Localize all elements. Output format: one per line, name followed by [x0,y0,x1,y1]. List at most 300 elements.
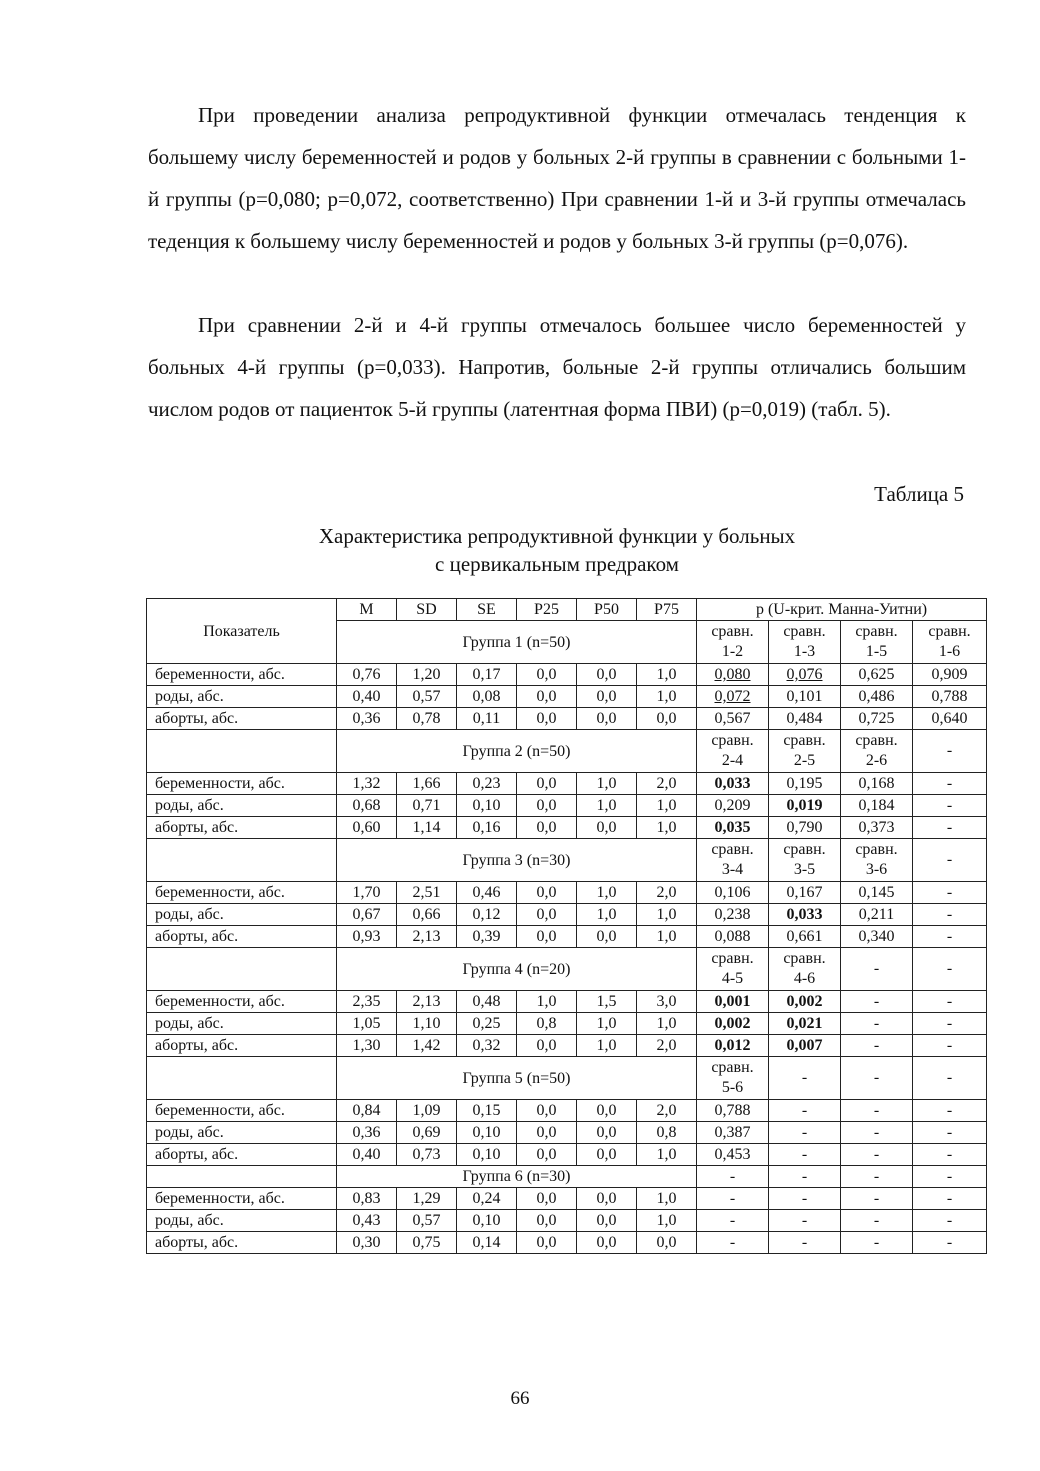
stat-cell: 0,24 [457,1188,517,1210]
table-row [147,708,987,730]
header-sd: SD [397,599,457,621]
stat-cell: 0,10 [457,795,517,817]
header-p75: P75 [637,599,697,621]
p-value: 0,211 [858,906,895,923]
stat-cell: 0,15 [457,1100,517,1122]
p-value-cell [913,991,987,1013]
group-name: Группа 4 (n=20) [337,948,697,991]
stat-cell: 2,35 [337,991,397,1013]
p-value: - [873,1190,880,1207]
p-value-cell [841,1210,913,1232]
stat-cell: 0,17 [457,664,517,686]
stat-cell: 0,0 [517,708,577,730]
row-label: аборты, абс. [147,926,337,948]
stat-cell: 0,0 [517,1035,577,1057]
p-value: 0,195 [786,775,823,792]
p-value-cell [913,664,987,686]
p-value-cell [697,1232,769,1254]
p-value-cell [769,1035,841,1057]
p-value-cell [841,817,913,839]
p-value: - [873,1037,880,1054]
comparison-label [697,1057,769,1100]
group-empty-cell [147,839,337,882]
p-value-cell [913,1013,987,1035]
stat-cell: 0,0 [577,817,637,839]
comparison-label-line: - [873,960,880,977]
stat-cell: 1,66 [397,773,457,795]
comparison-label-line: сравн. [783,732,826,749]
comparison-label [769,1166,841,1188]
stat-cell: 0,78 [397,708,457,730]
p-value-cell [697,904,769,926]
comparison-label [913,730,987,773]
row-label: аборты, абс. [147,1144,337,1166]
p-value-cell [697,926,769,948]
p-value: 0,486 [858,688,895,705]
p-value-cell [697,795,769,817]
p-value: 0,021 [786,1015,823,1032]
comparison-label-line: - [946,960,953,977]
stat-cell: 0,71 [397,795,457,817]
p-value-cell [913,1210,987,1232]
comparison-label [697,621,769,664]
p-value: - [801,1234,808,1251]
stat-cell: 0,93 [337,926,397,948]
p-value-cell [769,664,841,686]
p-value: 0,002 [714,1015,751,1032]
stat-cell: 0,0 [637,1232,697,1254]
stat-cell: 1,05 [337,1013,397,1035]
p-value-cell [841,1013,913,1035]
stat-cell: 0,32 [457,1035,517,1057]
group-name: Группа 3 (n=30) [337,839,697,882]
stat-cell: 0,23 [457,773,517,795]
comparison-label-line: 3-4 [721,861,744,878]
p-value: 0,088 [714,928,751,945]
p-value-cell [913,1144,987,1166]
stat-cell: 1,5 [577,991,637,1013]
p-value-cell [913,1122,987,1144]
p-value: - [946,928,953,945]
p-value: 0,725 [858,710,895,727]
stat-cell: 0,57 [397,1210,457,1232]
header-m: M [337,599,397,621]
comparison-label [769,730,841,773]
stat-cell: 0,10 [457,1144,517,1166]
row-label: роды, абс. [147,904,337,926]
row-label: беременности, абс. [147,991,337,1013]
group-header-row [147,839,987,882]
p-value: 0,033 [714,775,751,792]
stat-cell: 0,30 [337,1232,397,1254]
p-value-cell [841,773,913,795]
table-row [147,795,987,817]
comparison-label-line: 1-3 [793,643,816,660]
group-header-row [147,1166,987,1188]
p-value: 0,145 [858,884,895,901]
row-label: аборты, абс. [147,817,337,839]
comparison-label-line: - [873,1167,880,1185]
paragraph-1: При проведении анализа репродуктивной функции отмечалась тенденция к большему числу беременностей и родов у больных 2-й группы в сравнении с больными 1-й группы (p=0,080; p=0,072, соответственно) При сравнении 1-й и 3-й группы отмечалась теденция к большему числу беременностей и родов у больных 3-й группы (p=0,076). [148,103,966,253]
reproductive-function-table [146,598,987,1254]
stat-cell: 0,12 [457,904,517,926]
p-value: 0,340 [858,928,895,945]
p-value: - [873,993,880,1010]
stat-cell: 1,0 [577,1035,637,1057]
p-value: - [946,819,953,836]
comparison-label-line: сравн. [711,841,754,858]
table-label: Таблица 5 [874,482,964,506]
comparison-label-line: - [729,1167,736,1185]
comparison-label-line: 3-6 [865,861,888,878]
p-value: 0,007 [786,1037,823,1054]
row-label: роды, абс. [147,795,337,817]
comparison-label-line: - [873,1069,880,1086]
comparison-label [697,1166,769,1188]
stat-cell: 0,69 [397,1122,457,1144]
p-value: 0,788 [931,688,968,705]
stat-cell: 0,0 [577,708,637,730]
stat-cell: 1,0 [637,664,697,686]
stat-cell: 0,8 [637,1122,697,1144]
comparison-label-line: сравн. [928,623,971,640]
p-value: 0,072 [714,688,751,705]
table-title-line-2: с цервикальным предраком [435,552,679,576]
stat-cell: 0,0 [577,926,637,948]
p-value-cell [697,1035,769,1057]
p-value-cell [841,686,913,708]
table-row [147,664,987,686]
p-value-cell [769,1188,841,1210]
stat-cell: 0,57 [397,686,457,708]
stat-cell: 0,73 [397,1144,457,1166]
stat-cell: 2,0 [637,882,697,904]
stat-cell: 0,68 [337,795,397,817]
p-value: 0,238 [714,906,751,923]
stat-cell: 1,0 [637,686,697,708]
p-value-cell [769,1232,841,1254]
stat-cell: 1,0 [637,817,697,839]
p-value-cell [913,904,987,926]
stat-cell: 1,0 [637,1144,697,1166]
comparison-label-line: - [946,1069,953,1086]
stat-cell: 0,0 [577,664,637,686]
p-value: - [873,1234,880,1251]
p-value-cell [769,795,841,817]
stat-cell: 0,40 [337,1144,397,1166]
stat-cell: 0,40 [337,686,397,708]
stat-cell: 0,36 [337,1122,397,1144]
comparison-label-line: сравн. [711,623,754,640]
stat-cell: 1,0 [637,926,697,948]
stat-cell: 0,0 [517,926,577,948]
p-value-cell [697,1013,769,1035]
p-value-cell [697,773,769,795]
stat-cell: 1,0 [637,904,697,926]
p-value: 0,167 [786,884,823,901]
stat-cell: 0,0 [517,1122,577,1144]
p-value-cell [841,926,913,948]
stat-cell: 1,0 [577,904,637,926]
stat-cell: 0,0 [577,1210,637,1232]
comparison-label-line: сравн. [711,732,754,749]
header-p50: P50 [577,599,637,621]
stat-cell: 0,8 [517,1013,577,1035]
comparison-label-line: 2-6 [865,752,888,769]
p-value: 0,184 [858,797,895,814]
p-value-cell [841,664,913,686]
p-value: - [946,1190,953,1207]
comparison-label [841,839,913,882]
stat-cell: 0,36 [337,708,397,730]
p-value-cell [841,882,913,904]
p-value-cell [697,882,769,904]
p-value-cell [769,1013,841,1035]
p-value: 0,080 [714,666,751,683]
p-value-cell [913,882,987,904]
comparison-label [697,839,769,882]
p-value-cell [769,1100,841,1122]
stat-cell: 0,0 [517,1144,577,1166]
table-title [148,522,966,578]
table-row [147,773,987,795]
page-number: 66 [510,1388,530,1409]
stat-cell: 0,10 [457,1210,517,1232]
stat-cell: 0,0 [577,1232,637,1254]
p-value: - [873,1146,880,1163]
p-value-cell [697,1122,769,1144]
comparison-label-line: - [946,742,953,759]
header-row [147,599,987,621]
p-value-cell [769,1122,841,1144]
table-row [147,1232,987,1254]
stat-cell: 0,43 [337,1210,397,1232]
stat-cell: 0,0 [517,882,577,904]
comparison-label-line: 3-5 [793,861,816,878]
p-value: 0,790 [786,819,823,836]
comparison-label [841,1166,913,1188]
table-row [147,1122,987,1144]
p-value-cell [769,882,841,904]
stat-cell: 0,75 [397,1232,457,1254]
p-value-cell [769,926,841,948]
stat-cell: 1,0 [637,795,697,817]
p-value: - [946,884,953,901]
stat-cell: 0,0 [577,1122,637,1144]
stat-cell: 1,70 [337,882,397,904]
stat-cell: 0,84 [337,1100,397,1122]
stat-cell: 0,0 [517,1100,577,1122]
comparison-label-line: сравн. [711,1059,754,1076]
p-value-cell [913,708,987,730]
stat-cell: 0,10 [457,1122,517,1144]
stat-cell: 0,25 [457,1013,517,1035]
p-value: - [946,906,953,923]
p-value-cell [697,1100,769,1122]
comparison-label-line: - [801,1069,808,1086]
p-value: - [946,1234,953,1251]
stat-cell: 1,0 [577,1013,637,1035]
table-row [147,1100,987,1122]
p-value: - [801,1124,808,1141]
row-label: беременности, абс. [147,773,337,795]
table-row [147,817,987,839]
p-value-cell [697,1188,769,1210]
stat-cell: 0,14 [457,1232,517,1254]
p-value-cell [913,1100,987,1122]
p-value: 0,484 [786,710,823,727]
p-value: 0,106 [714,884,751,901]
comparison-label [697,730,769,773]
row-label: роды, абс. [147,1122,337,1144]
stat-cell: 0,83 [337,1188,397,1210]
p-value: 0,788 [714,1102,751,1119]
p-value-cell [841,1144,913,1166]
p-value-cell [913,686,987,708]
comparison-label-line: сравн. [783,950,826,967]
p-value: 0,002 [786,993,823,1010]
comparison-label [841,948,913,991]
stat-cell: 0,48 [457,991,517,1013]
stat-cell: 0,0 [517,1210,577,1232]
comparison-label-line: - [946,851,953,868]
row-label: беременности, абс. [147,664,337,686]
p-value: - [873,1102,880,1119]
p-value: 0,076 [786,666,823,683]
p-value: - [729,1234,736,1251]
stat-cell: 0,11 [457,708,517,730]
p-value: 0,168 [858,775,895,792]
comparison-label-line: - [946,1167,953,1185]
row-label: роды, абс. [147,1210,337,1232]
p-value: - [729,1190,736,1207]
stat-cell: 1,10 [397,1013,457,1035]
p-value-cell [697,708,769,730]
stat-cell: 0,66 [397,904,457,926]
table-title-line-1: Характеристика репродуктивной функции у больных [318,524,796,548]
group-header-row [147,1057,987,1100]
p-value: 0,101 [786,688,823,705]
p-value-cell [769,686,841,708]
p-value: - [946,1146,953,1163]
p-value: - [946,1124,953,1141]
p-value: - [946,775,953,792]
stat-cell: 0,0 [517,1232,577,1254]
comparison-label-line: сравн. [711,950,754,967]
stat-cell: 2,13 [397,926,457,948]
table-row [147,686,987,708]
p-value: - [873,1015,880,1032]
table-row [147,1144,987,1166]
p-value-cell [841,904,913,926]
stat-cell: 0,0 [517,1188,577,1210]
stat-cell: 0,0 [517,773,577,795]
p-value: - [946,1102,953,1119]
stat-cell: 1,09 [397,1100,457,1122]
comparison-label-line: 1-6 [938,643,961,660]
p-value: 0,387 [714,1124,751,1141]
stat-cell: 0,67 [337,904,397,926]
stat-cell: 2,0 [637,773,697,795]
header-indicator: Показатель [147,599,337,664]
p-value: 0,567 [714,710,751,727]
stat-cell: 0,16 [457,817,517,839]
stat-cell: 0,0 [517,795,577,817]
group-empty-cell [147,730,337,773]
comparison-label [913,621,987,664]
stat-cell: 1,0 [517,991,577,1013]
comparison-label-line: сравн. [855,732,898,749]
p-value: 0,661 [786,928,823,945]
stat-cell: 0,0 [637,708,697,730]
p-value-cell [697,817,769,839]
p-value-cell [841,795,913,817]
p-value: 0,209 [714,797,751,814]
p-value: - [873,1212,880,1229]
stat-cell: 1,0 [577,882,637,904]
comparison-label [841,730,913,773]
stat-cell: 1,0 [577,773,637,795]
header-se: SE [457,599,517,621]
table-row [147,991,987,1013]
comparison-label-line: - [801,1167,808,1185]
comparison-label-line: 4-5 [721,970,744,987]
p-value-cell [913,817,987,839]
comparison-label [913,1166,987,1188]
stat-cell: 0,0 [577,1144,637,1166]
comparison-label [841,1057,913,1100]
header-p25: P25 [517,599,577,621]
comparison-label [697,948,769,991]
comparison-label [769,1057,841,1100]
row-label: аборты, абс. [147,1035,337,1057]
comparison-label [913,948,987,991]
stat-cell: 1,20 [397,664,457,686]
p-value: 0,640 [931,710,968,727]
p-value-cell [913,1232,987,1254]
row-label: беременности, абс. [147,1100,337,1122]
p-value: 0,625 [858,666,895,683]
table-row [147,1188,987,1210]
comparison-label [769,948,841,991]
p-value-cell [769,708,841,730]
group-empty-cell [147,1057,337,1100]
comparison-label [769,839,841,882]
p-value: - [946,1037,953,1054]
comparison-label [913,839,987,882]
stat-cell: 3,0 [637,991,697,1013]
stat-cell: 1,0 [637,1188,697,1210]
group-name: Группа 6 (n=30) [337,1166,697,1188]
p-value: - [946,993,953,1010]
group-empty-cell [147,948,337,991]
stat-cell: 0,46 [457,882,517,904]
comparison-label-line: сравн. [855,841,898,858]
table-row [147,882,987,904]
stat-cell: 0,0 [517,817,577,839]
p-value: - [946,797,953,814]
p-value-cell [913,795,987,817]
comparison-label-line: 1-2 [721,643,744,660]
comparison-label-line: сравн. [855,623,898,640]
stat-cell: 2,51 [397,882,457,904]
stat-cell: 0,0 [517,664,577,686]
p-value: - [801,1146,808,1163]
stat-cell: 0,0 [577,1100,637,1122]
row-label: роды, абс. [147,1013,337,1035]
p-value-cell [841,708,913,730]
p-value-cell [769,817,841,839]
